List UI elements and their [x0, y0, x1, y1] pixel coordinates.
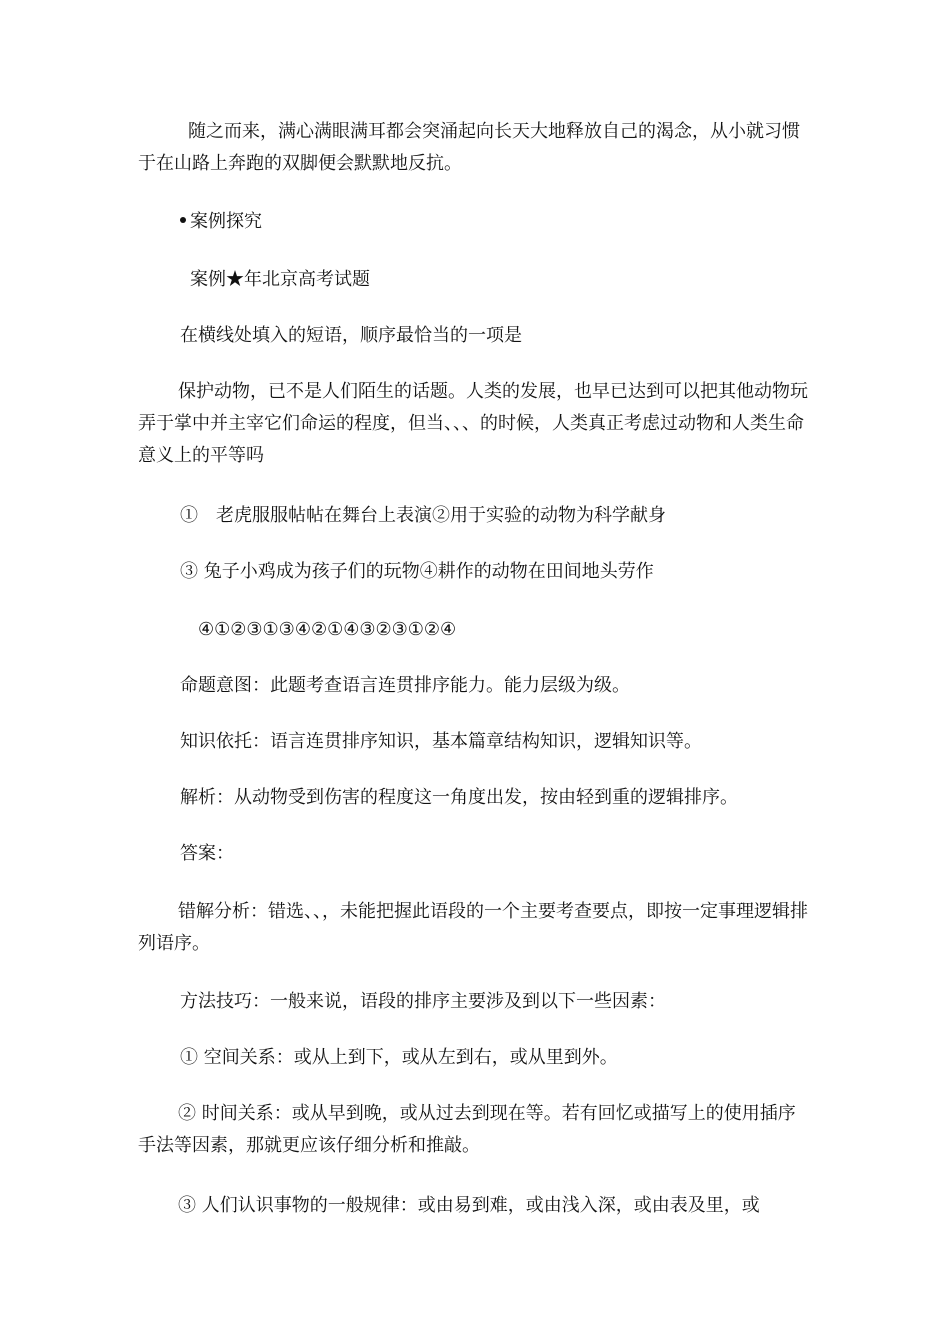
options-line-1: ① 老虎服服帖帖在舞台上表演②用于实验的动物为科学献身: [180, 505, 666, 526]
options-line-2: ③ 兔子小鸡成为孩子们的玩物④耕作的动物在田间地头劳作: [180, 561, 654, 582]
section-heading-case-study: [180, 206, 850, 238]
paragraph-analysis: 解析：从动物受到伤害的程度这一角度出发，按由轻到重的逻辑排序。: [180, 787, 738, 808]
paragraph-intro: 随之而来，满心满眼满耳都会突涌起向长天大地释放自己的渴念，从小就习惯于在山路上奔跑的双脚便会默默地反抗。: [138, 121, 800, 174]
question-passage: 保护动物，已不是人们陌生的话题。人类的发展，也早已达到可以把其他动物玩弄于掌中并主宰它们命运的程度，但当、、、的时候，人类真正考虑过动物和人类生命意义上的平等吗: [138, 381, 808, 466]
section-heading-text: 案例探究: [190, 211, 262, 232]
paragraph-intent: 命题意图：此题考查语言连贯排序能力。能力层级为级。: [180, 675, 630, 696]
paragraph-knowledge: 知识依托：语言连贯排序知识，基本篇章结构知识，逻辑知识等。: [180, 731, 702, 752]
list-item-cognition: ③ 人们认识事物的一般规律：或由易到难，或由浅入深，或由表及里，或: [178, 1195, 760, 1216]
list-item-temporal: ② 时间关系：或从早到晚，或从过去到现在等。若有回忆或描写上的使用插序手法等因素，那就更应该仔细分析和推敲。: [138, 1103, 796, 1156]
question-prompt: 在横线处填入的短语，顺序最恰当的一项是: [180, 325, 522, 346]
paragraph-error-analysis: 错解分析：错选、、，未能把握此语段的一个主要考查要点，即按一定事理逻辑排列语序。: [138, 901, 808, 954]
bullet-icon: [180, 217, 186, 223]
answer-choices: ④①②③①③④②①④③②③①②④: [198, 619, 457, 640]
paragraph-method: 方法技巧：一般来说，语段的排序主要涉及到以下一些因素：: [180, 991, 666, 1012]
case-title: 案例★年北京高考试题: [190, 269, 370, 290]
paragraph-answer: 答案：: [180, 843, 234, 864]
list-item-spatial: ① 空间关系：或从上到下，或从左到右，或从里到外。: [180, 1047, 618, 1068]
